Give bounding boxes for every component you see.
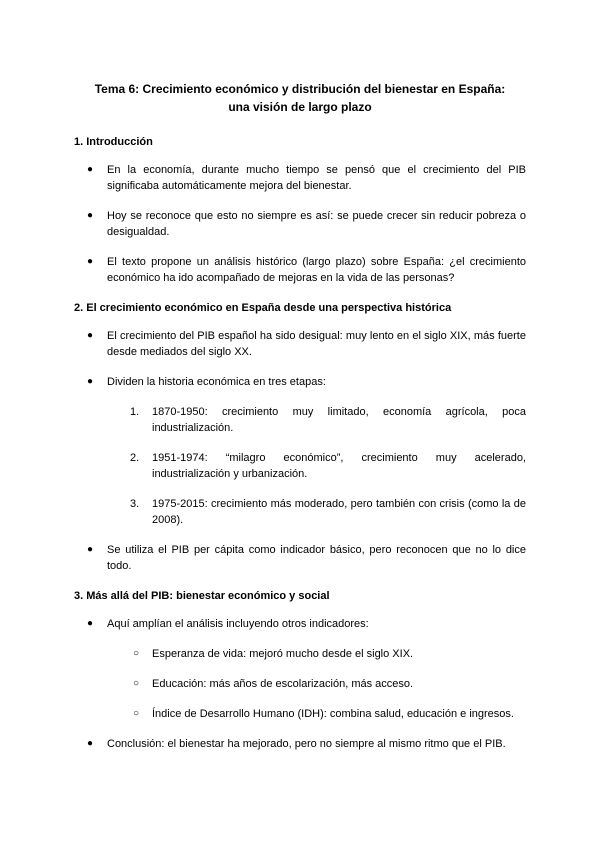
numbered-item-text: 1951-1974: “milagro económico”, crecimiento muy acelerado, industrialización y urbanización. bbox=[152, 452, 526, 480]
list-item-text: El crecimiento del PIB español ha sido desigual: muy lento en el siglo XIX, más fuerte desde mediados del siglo XX. bbox=[107, 330, 526, 358]
item-number: 1. bbox=[130, 406, 140, 418]
sub-list-item-text: Educación: más años de escolarización, más acceso. bbox=[152, 678, 414, 690]
bullet-icon: ● bbox=[87, 256, 94, 267]
list-item-text: Aquí amplían el análisis incluyendo otros indicadores: bbox=[107, 618, 369, 630]
list-item bbox=[74, 616, 526, 722]
circle-bullet-icon: ○ bbox=[133, 648, 140, 659]
list-item-text: El texto propone un análisis histórico (largo plazo) sobre España: ¿el crecimiento económico ha ido acompañado de mejoras en la vida de las personas? bbox=[107, 256, 526, 284]
list-item bbox=[74, 328, 526, 360]
bullet-icon: ● bbox=[87, 164, 94, 175]
section-heading: 1. Introducción bbox=[74, 136, 153, 148]
list-item bbox=[74, 542, 526, 574]
bullet-icon: ● bbox=[87, 376, 94, 387]
list-item-text: Dividen la historia económica en tres etapas: bbox=[107, 376, 326, 388]
list-item bbox=[74, 208, 526, 240]
numbered-list bbox=[130, 404, 526, 528]
numbered-item bbox=[130, 450, 526, 482]
bullet-icon: ● bbox=[87, 210, 94, 221]
list-item-text: En la economía, durante mucho tiempo se pensó que el crecimiento del PIB significaba automáticamente mejora del bienestar. bbox=[107, 164, 526, 192]
item-number: 3. bbox=[130, 498, 140, 510]
bullet-icon: ● bbox=[87, 618, 94, 629]
sub-list-item-text: Índice de Desarrollo Humano (IDH): combina salud, educación e ingresos. bbox=[152, 708, 514, 720]
list-item-text: Se utiliza el PIB per cápita como indicador básico, pero reconocen que no lo dice todo. bbox=[107, 544, 526, 572]
list-item-text: Conclusión: el bienestar ha mejorado, pero no siempre al mismo ritmo que el PIB. bbox=[107, 738, 506, 750]
bullet-icon: ● bbox=[87, 330, 94, 341]
circle-bullet-icon: ○ bbox=[133, 678, 140, 689]
numbered-item-text: 1870-1950: crecimiento muy limitado, economía agrícola, poca industrialización. bbox=[152, 406, 526, 434]
bullet-list bbox=[74, 162, 526, 286]
circle-bullet-icon: ○ bbox=[133, 708, 140, 719]
section-crecimiento-historico bbox=[74, 300, 526, 574]
bullet-icon: ● bbox=[87, 738, 94, 749]
bullet-icon: ● bbox=[87, 544, 94, 555]
section-mas-alla-pib bbox=[74, 588, 526, 752]
numbered-list-wrap bbox=[74, 404, 526, 528]
list-item bbox=[74, 374, 526, 528]
sub-list-wrap bbox=[74, 646, 526, 722]
sub-list-item bbox=[130, 676, 526, 692]
numbered-item bbox=[130, 496, 526, 528]
sub-bullet-list bbox=[130, 646, 526, 722]
section-heading: 3. Más allá del PIB: bienestar económico y social bbox=[74, 590, 330, 602]
item-number: 2. bbox=[130, 452, 140, 464]
sub-list-item bbox=[130, 646, 526, 662]
bullet-list bbox=[74, 328, 526, 574]
document-title: Tema 6: Crecimiento económico y distribución del bienestar en España: una visión de largo plazo bbox=[94, 82, 506, 114]
list-item bbox=[74, 736, 526, 752]
bullet-list bbox=[74, 616, 526, 752]
list-item bbox=[74, 254, 526, 286]
numbered-item-text: 1975-2015: crecimiento más moderado, pero también con crisis (como la de 2008). bbox=[152, 498, 526, 526]
section-heading: 2. El crecimiento económico en España desde una perspectiva histórica bbox=[74, 302, 452, 314]
list-item-text: Hoy se reconoce que esto no siempre es así: se puede crecer sin reducir pobreza o desigualdad. bbox=[107, 210, 526, 238]
numbered-item bbox=[130, 404, 526, 436]
sub-list-item bbox=[130, 706, 526, 722]
list-item bbox=[74, 162, 526, 194]
section-introduccion bbox=[74, 134, 526, 286]
sub-list-item-text: Esperanza de vida: mejoró mucho desde el siglo XIX. bbox=[152, 648, 414, 660]
